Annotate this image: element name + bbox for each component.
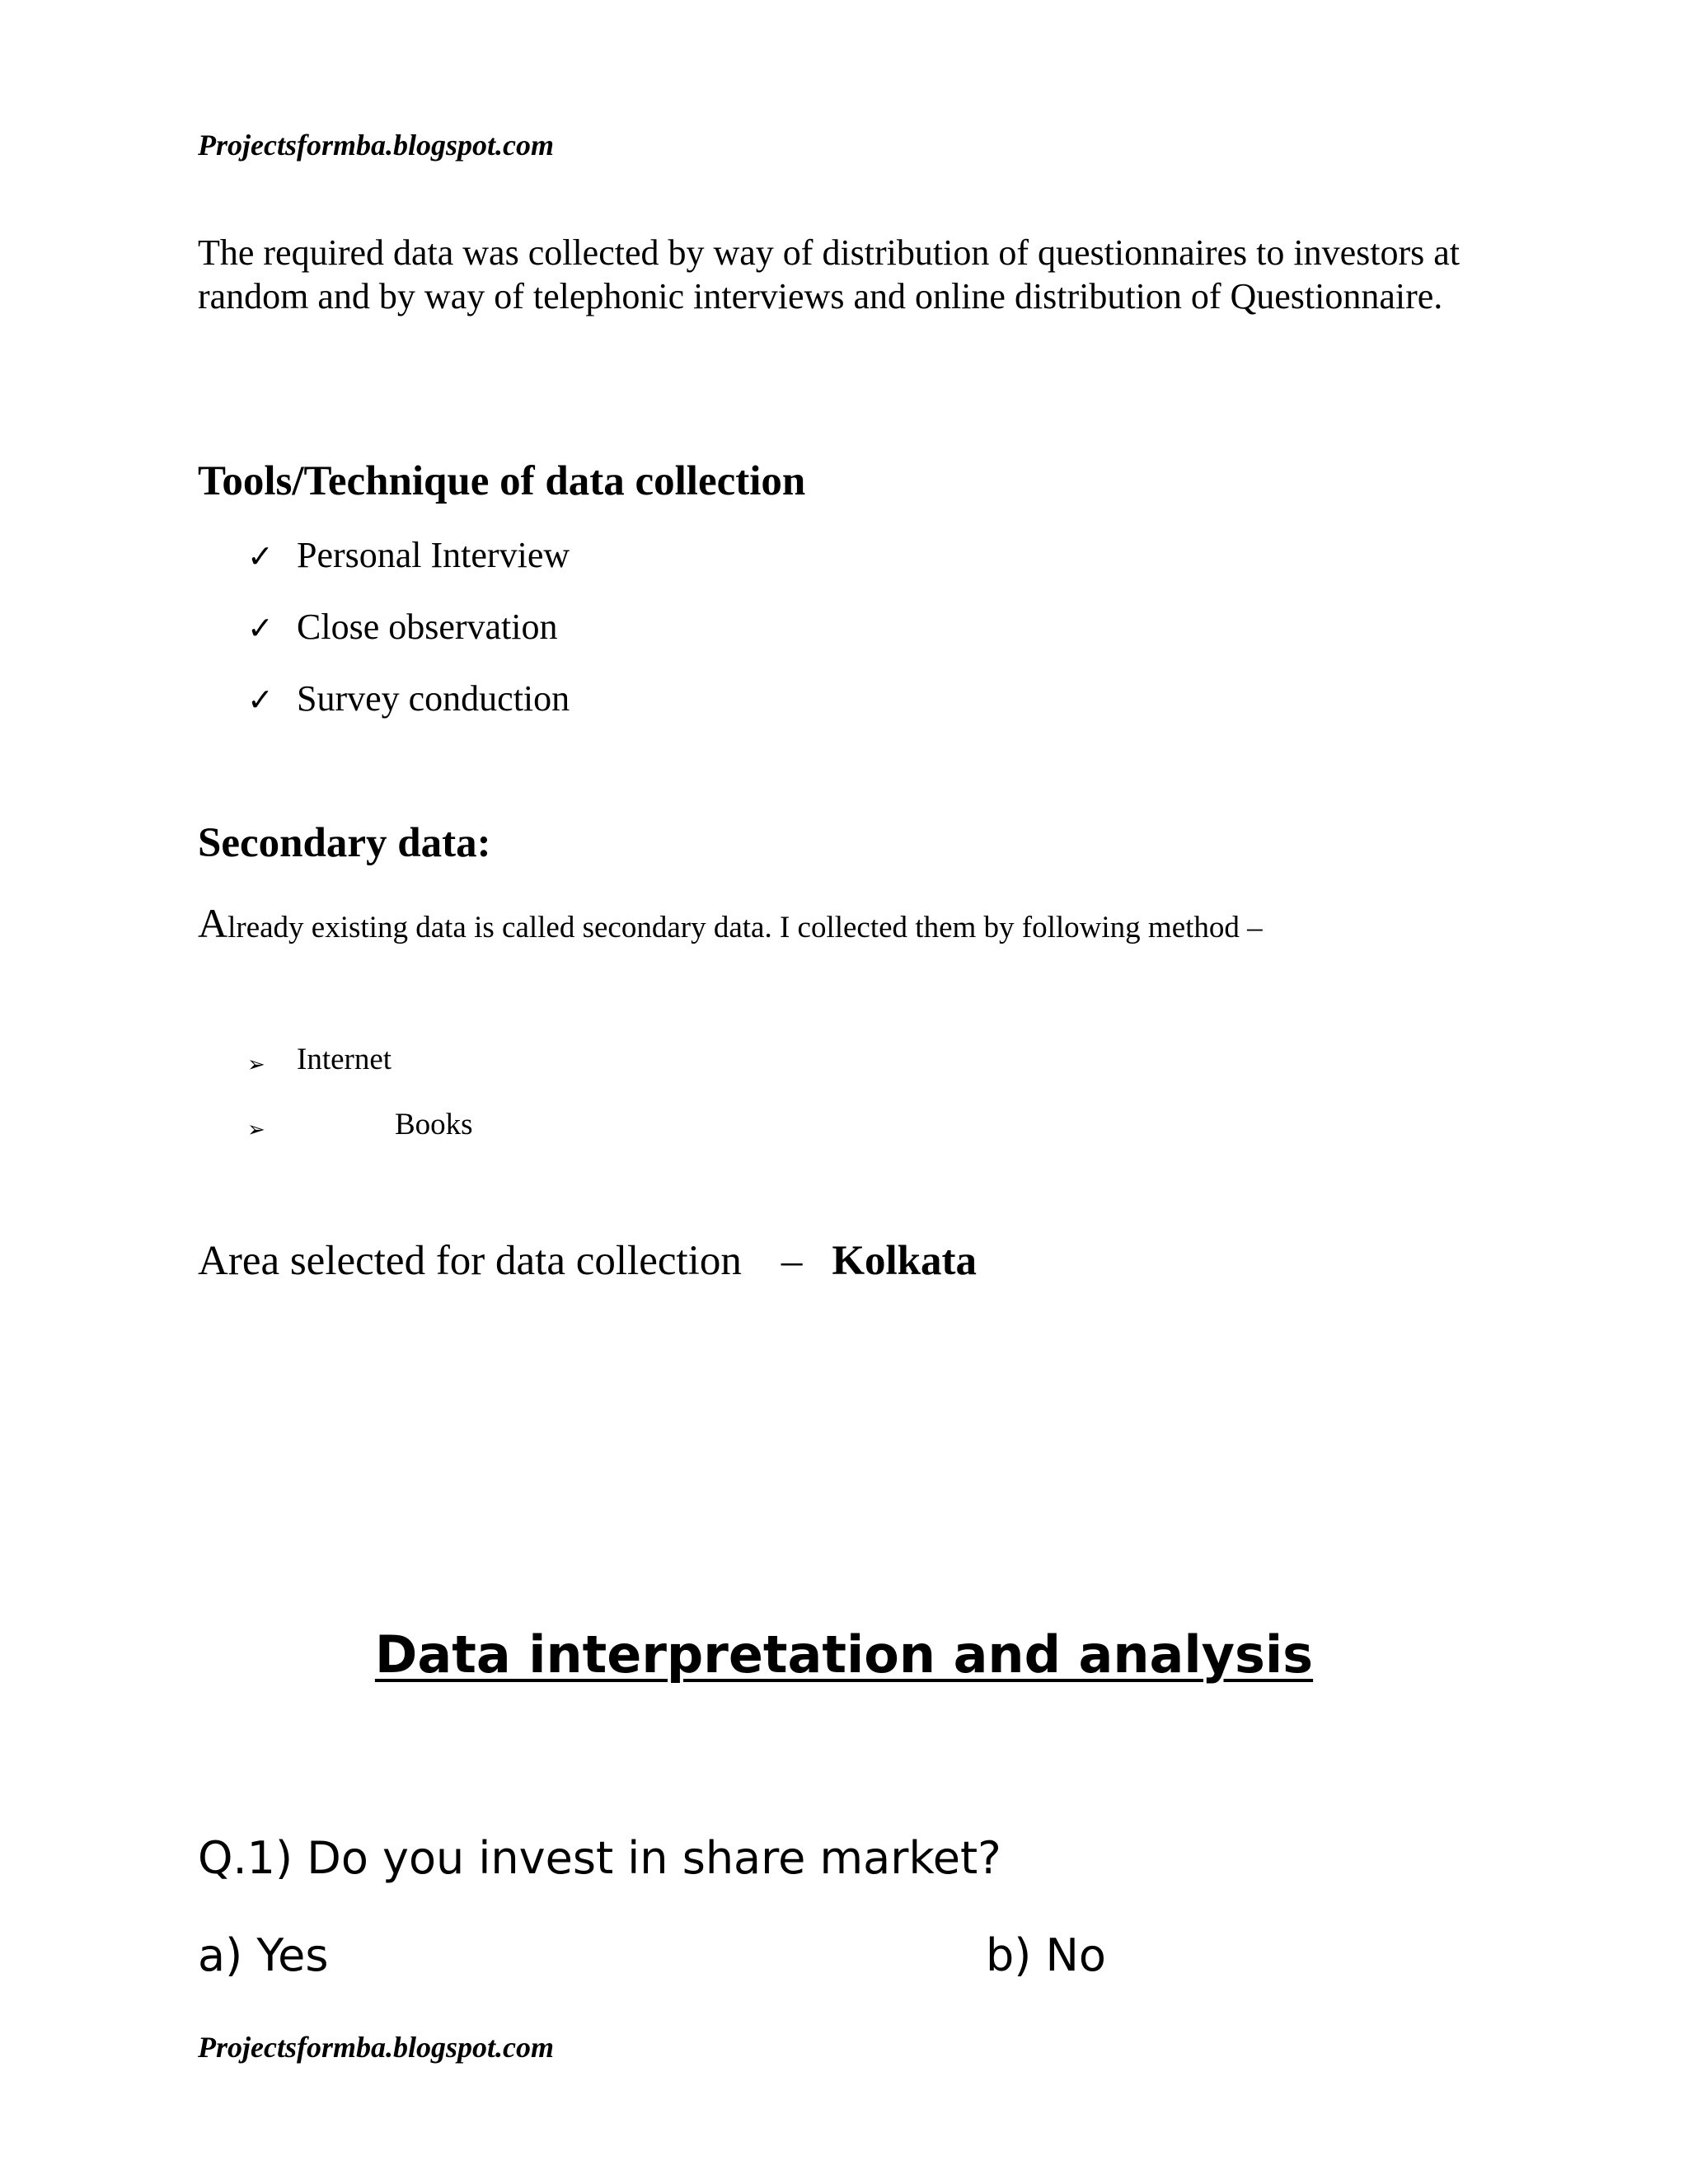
tools-heading: Tools/Technique of data collection <box>198 458 806 504</box>
list-item-label: Internet <box>297 1043 392 1076</box>
area-label: Area selected for data collection <box>198 1238 742 1284</box>
list-item-personal-interview <box>247 533 570 579</box>
check-mark-icon: ✓ <box>247 682 274 718</box>
list-item-survey-conduction <box>247 677 570 722</box>
area-value: Kolkata <box>832 1238 977 1284</box>
list-item-label: Books <box>395 1108 473 1141</box>
section-title: Data interpretation and analysis <box>374 1624 1314 1685</box>
arrow-bullet-icon: ➢ <box>247 1052 265 1077</box>
footer-site-name: Projectsformba.blogspot.com <box>198 2031 554 2064</box>
area-dash: – <box>781 1238 803 1284</box>
area-line <box>198 1236 977 1286</box>
check-mark-icon: ✓ <box>247 610 274 646</box>
drop-letter: A <box>198 900 228 946</box>
list-item-label: Survey conduction <box>297 678 570 719</box>
check-mark-icon: ✓ <box>247 538 274 574</box>
list-item-label: Personal Interview <box>297 535 570 575</box>
option-a: a) Yes <box>198 1929 329 1981</box>
list-item-close-observation <box>247 605 558 650</box>
secondary-heading: Secondary data: <box>198 820 491 866</box>
secondary-paragraph-text: lready existing data is called secondary data. I collected them by following method – <box>227 911 1263 944</box>
question-text: Q.1) Do you invest in share market? <box>198 1832 1001 1884</box>
option-b: b) No <box>986 1929 1106 1981</box>
arrow-bullet-icon: ➢ <box>247 1118 265 1142</box>
header-site-name: Projectsformba.blogspot.com <box>198 129 554 162</box>
intro-paragraph: The required data was collected by way of distribution of questionnaires to investors at random and by way of telephonic interviews and online distribution of Questionnaire. <box>198 232 1461 316</box>
list-item-label: Close observation <box>297 607 558 647</box>
secondary-paragraph <box>198 902 1263 949</box>
